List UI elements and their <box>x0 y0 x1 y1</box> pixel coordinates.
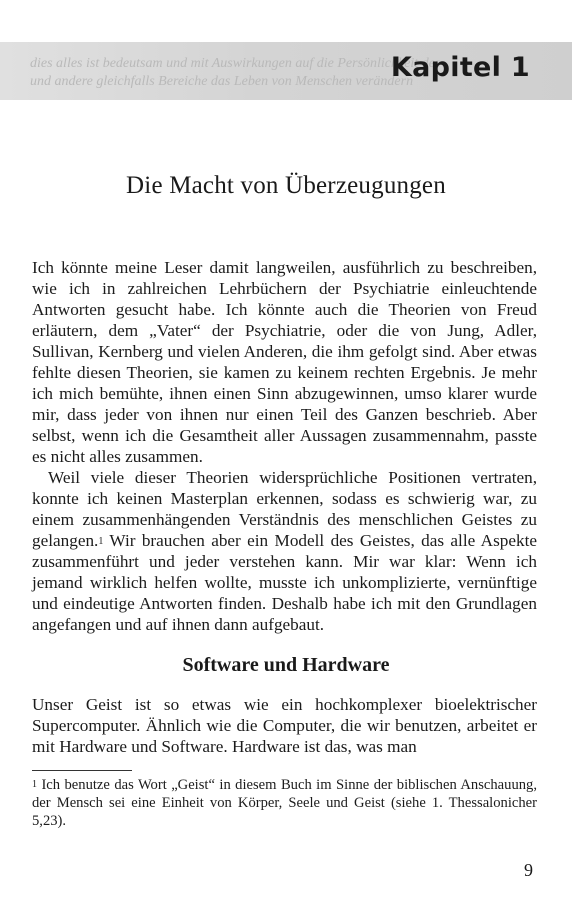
paragraph-text: Weil viele dieser Theorien widersprüchliche Positionen vertraten, konnte ich keinen Masterplan erkennen, sodass es schwierig war, zu einem zusammenhängenden Verständnis des menschlichen Geistes zu gelangen. <box>32 468 537 550</box>
footnote-number: 1 <box>32 779 37 790</box>
bleed-through-text: dies alles ist bedeutsam und mit Auswirkungen auf die Persönlichkeit des <box>30 56 441 71</box>
paragraph: Unser Geist ist so etwas wie ein hochkomplexer bioelektrischer Supercomputer. Ähnlich wie die Computer, die wir benutzen, arbeitet er mit Hardware und Software. Hardware ist das, was man <box>32 695 537 756</box>
paragraph <box>32 467 537 635</box>
chapter-label: Kapitel 1 <box>390 52 530 83</box>
body-text <box>32 257 537 635</box>
paragraph-text: Wir brauchen aber ein Modell des Geistes, das alle Aspekte zusammenführt und jeder verstehen kann. Mir war klar: Wenn ich jemand wirklich helfen wollte, musste ich unkomplizierte, vernünftige und eindeutige Antworten finden. Deshalb habe ich mit den Grundlagen angefangen und auf ihnen dann aufgebaut. <box>32 531 537 634</box>
chapter-title: Die Macht von Überzeugungen <box>126 172 446 199</box>
footnote <box>32 776 537 830</box>
footnote-divider <box>32 770 132 771</box>
footnote-text: Ich benutze das Wort „Geist“ in diesem Buch im Sinne der biblischen Anschauung, der Mensch sei eine Einheit von Körper, Seele und Geist (siehe 1. Thessalonicher 5,23). <box>32 777 537 829</box>
paragraph: Ich könnte meine Leser damit langweilen, ausführlich zu beschreiben, wie ich in zahlreichen Lehrbüchern der Psychiatrie einleuchtende Antworten gesucht habe. Ich könnte auch die Theorien von Freud erläutern, dem „Vater“ der Psychiatrie, oder die von Jung, Adler, Sullivan, Kernberg und vielen Anderen, die ihm gefolgt sind. Aber etwas fehlte diesen Theorien, sie kamen zu keinem rechten Ergebnis. Je mehr ich mich bemühte, ihnen einen Sinn abzugewinnen, umso klarer wurde mir, dass jeder von ihnen nur einen Teil des Ganzen beschrieb. Aber selbst, wenn ich die Gesamtheit aller Aussagen zusammennahm, passte es nicht alles zusammen. <box>32 258 537 466</box>
bleed-through-text: und andere gleichfalls Bereiche das Leben von Menschen verändern <box>30 74 414 89</box>
footnote-reference: 1 <box>98 536 104 547</box>
page-number: 9 <box>524 860 533 880</box>
body-text <box>32 694 537 757</box>
section-heading: Software und Hardware <box>182 654 390 676</box>
